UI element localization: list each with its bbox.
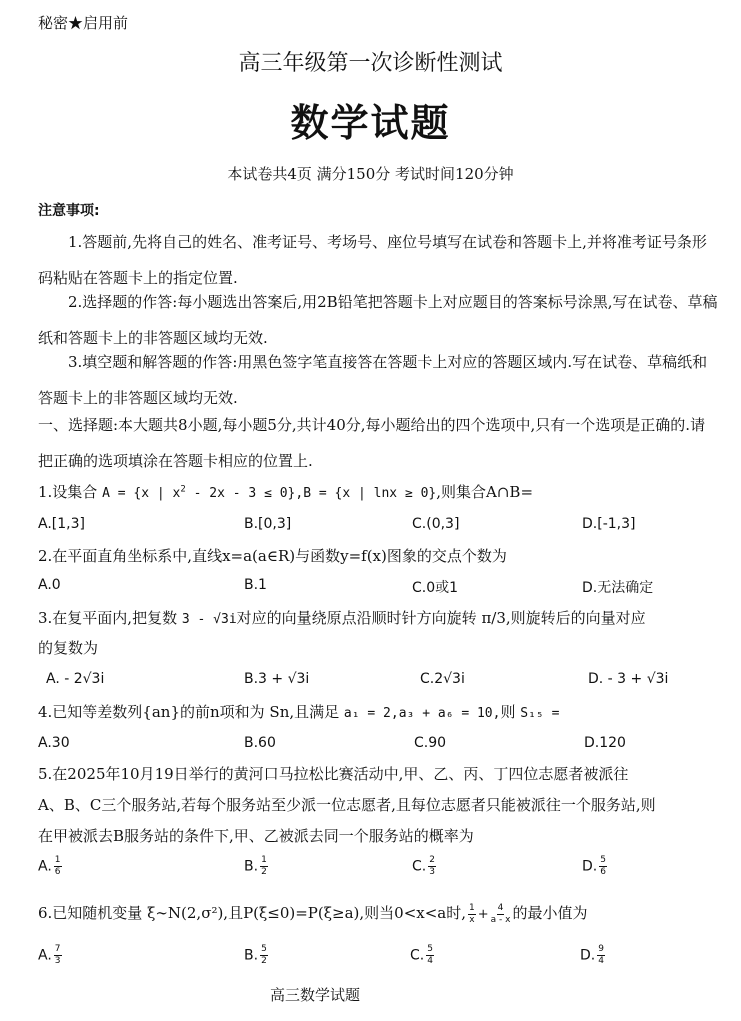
question-2: 2.在平面直角坐标系中,直线x=a(a∈R)与函数y=f(x)图象的交点个数为 [38,547,507,565]
question-5-line-1: 5.在2025年10月19日举行的黄河口马拉松比赛活动中,甲、乙、丙、丁四位志愿者被派往 [38,765,629,783]
question-3: 3.在复平面内,把复数 3 - √3i对应的向量绕原点沿顺时针方向旋转 π/3,则旋转后的向量对应 [38,609,646,627]
q1-option-d: D.[-1,3] [582,516,636,532]
question-6: 6.已知随机变量 ξ∼N(2,σ²),且P(ξ≤0)=P(ξ≥a),则当0<x<a时, $\frac{1}{x}$ + $\frac{4}{a - x}$ 的最小值为 [38,902,588,925]
question-3-cont: 的复数为 [38,639,99,657]
page-footer: 高三数学试题 [270,986,361,1004]
q6-option-c: C. $\frac{5}{4}$ [410,944,433,966]
q4-math-sum: S₁₅ = [520,706,560,721]
q3-option-a: A. - 2√3i [46,671,105,687]
q2-option-c: C.0或1 [412,580,459,596]
note-2: 2.选择题的作答:每小题选出答案后,用2B铅笔把答题卡上对应题目的答案标号涂黑,写在试卷、草稿纸和答题卡上的非答题区域均无效. [38,293,718,347]
q2-option-b: B.1 [244,577,267,593]
q1-option-c: C.(0,3] [412,516,460,532]
q3-option-c: C.2√3i [420,671,465,687]
q1-option-a: A.[1,3] [38,516,85,532]
exam-subtitle: 高三年级第一次诊断性测试 [238,51,503,76]
q4-option-d: D.120 [584,735,626,751]
q3-option-b: B.3 + √3i [244,671,310,687]
q3-option-d: D. - 3 + √3i [588,671,669,687]
q5-option-b: B. $\frac{1}{2}$ [244,855,267,877]
exam-info: 本试卷共4页 满分150分 考试时间120分钟 [227,165,514,183]
q2-option-a: A.0 [38,577,61,593]
question-1 [38,481,533,502]
q1-option-b: B.[0,3] [244,516,292,532]
q6-option-a: A. $\frac{7}{3}$ [38,944,61,966]
q1-math: A = {x | $x^2 - 2x - 3 \le 0\},B = \{x$ | lnx ≥ 0} [102,484,437,501]
q4-option-b: B.60 [244,735,276,751]
q5-option-c: C. $\frac{2}{3}$ [412,855,435,877]
q5-option-d: D. $\frac{5}{6}$ [582,855,606,877]
q6-option-b: B. $\frac{5}{2}$ [244,944,267,966]
q4-option-c: C.90 [414,735,447,751]
question-4: 4.已知等差数列{an}的前n项和为 Sn,且满足 a₁ = 2,a₃ + a₆ = 10,则 S₁₅ = [38,703,560,721]
question-5-line-3: 在甲被派去B服务站的条件下,甲、乙被派去同一个服务站的概率为 [38,827,474,845]
note-3: 3.填空题和解答题的作答:用黑色签字笔直接答在答题卡上对应的答题区域内.写在试卷、草稿纸和答题卡上的非答题区域均无效. [38,353,708,407]
q1-stem-end: ,则集合A∩B= [436,483,534,501]
q6-option-d: D. $\frac{9}{4}$ [580,944,604,966]
q1-stem: 1.设集合 [38,483,98,501]
q4-option-a: A.30 [38,735,70,751]
notes-heading: 注意事项: [38,203,100,219]
q4-math: a₁ = 2,a₃ + a₆ = 10, [343,706,501,721]
section-heading: 一、选择题:本大题共8小题,每小题5分,共计40分,每小题给出的四个选项中,只有一个选项是正确的.请把正确的选项填涂在答题卡相应的位置上. [38,416,706,470]
q3-math: 3 - √3i [181,612,237,627]
q5-option-a: A. $\frac{1}{6}$ [38,855,61,877]
question-5-line-2: A、B、C三个服务站,若每个服务站至少派一位志愿者,且每位志愿者只能被派往一个服务站,则 [38,796,656,814]
note-1: 1.答题前,先将自己的姓名、准考证号、考场号、座位号填写在试卷和答题卡上,并将准考证号条形码粘贴在答题卡上的指定位置. [38,233,707,287]
exam-title: 数学试题 [290,100,451,145]
confidential-mark: 秘密★启用前 [38,14,129,32]
q2-option-d: D.无法确定 [582,580,654,596]
